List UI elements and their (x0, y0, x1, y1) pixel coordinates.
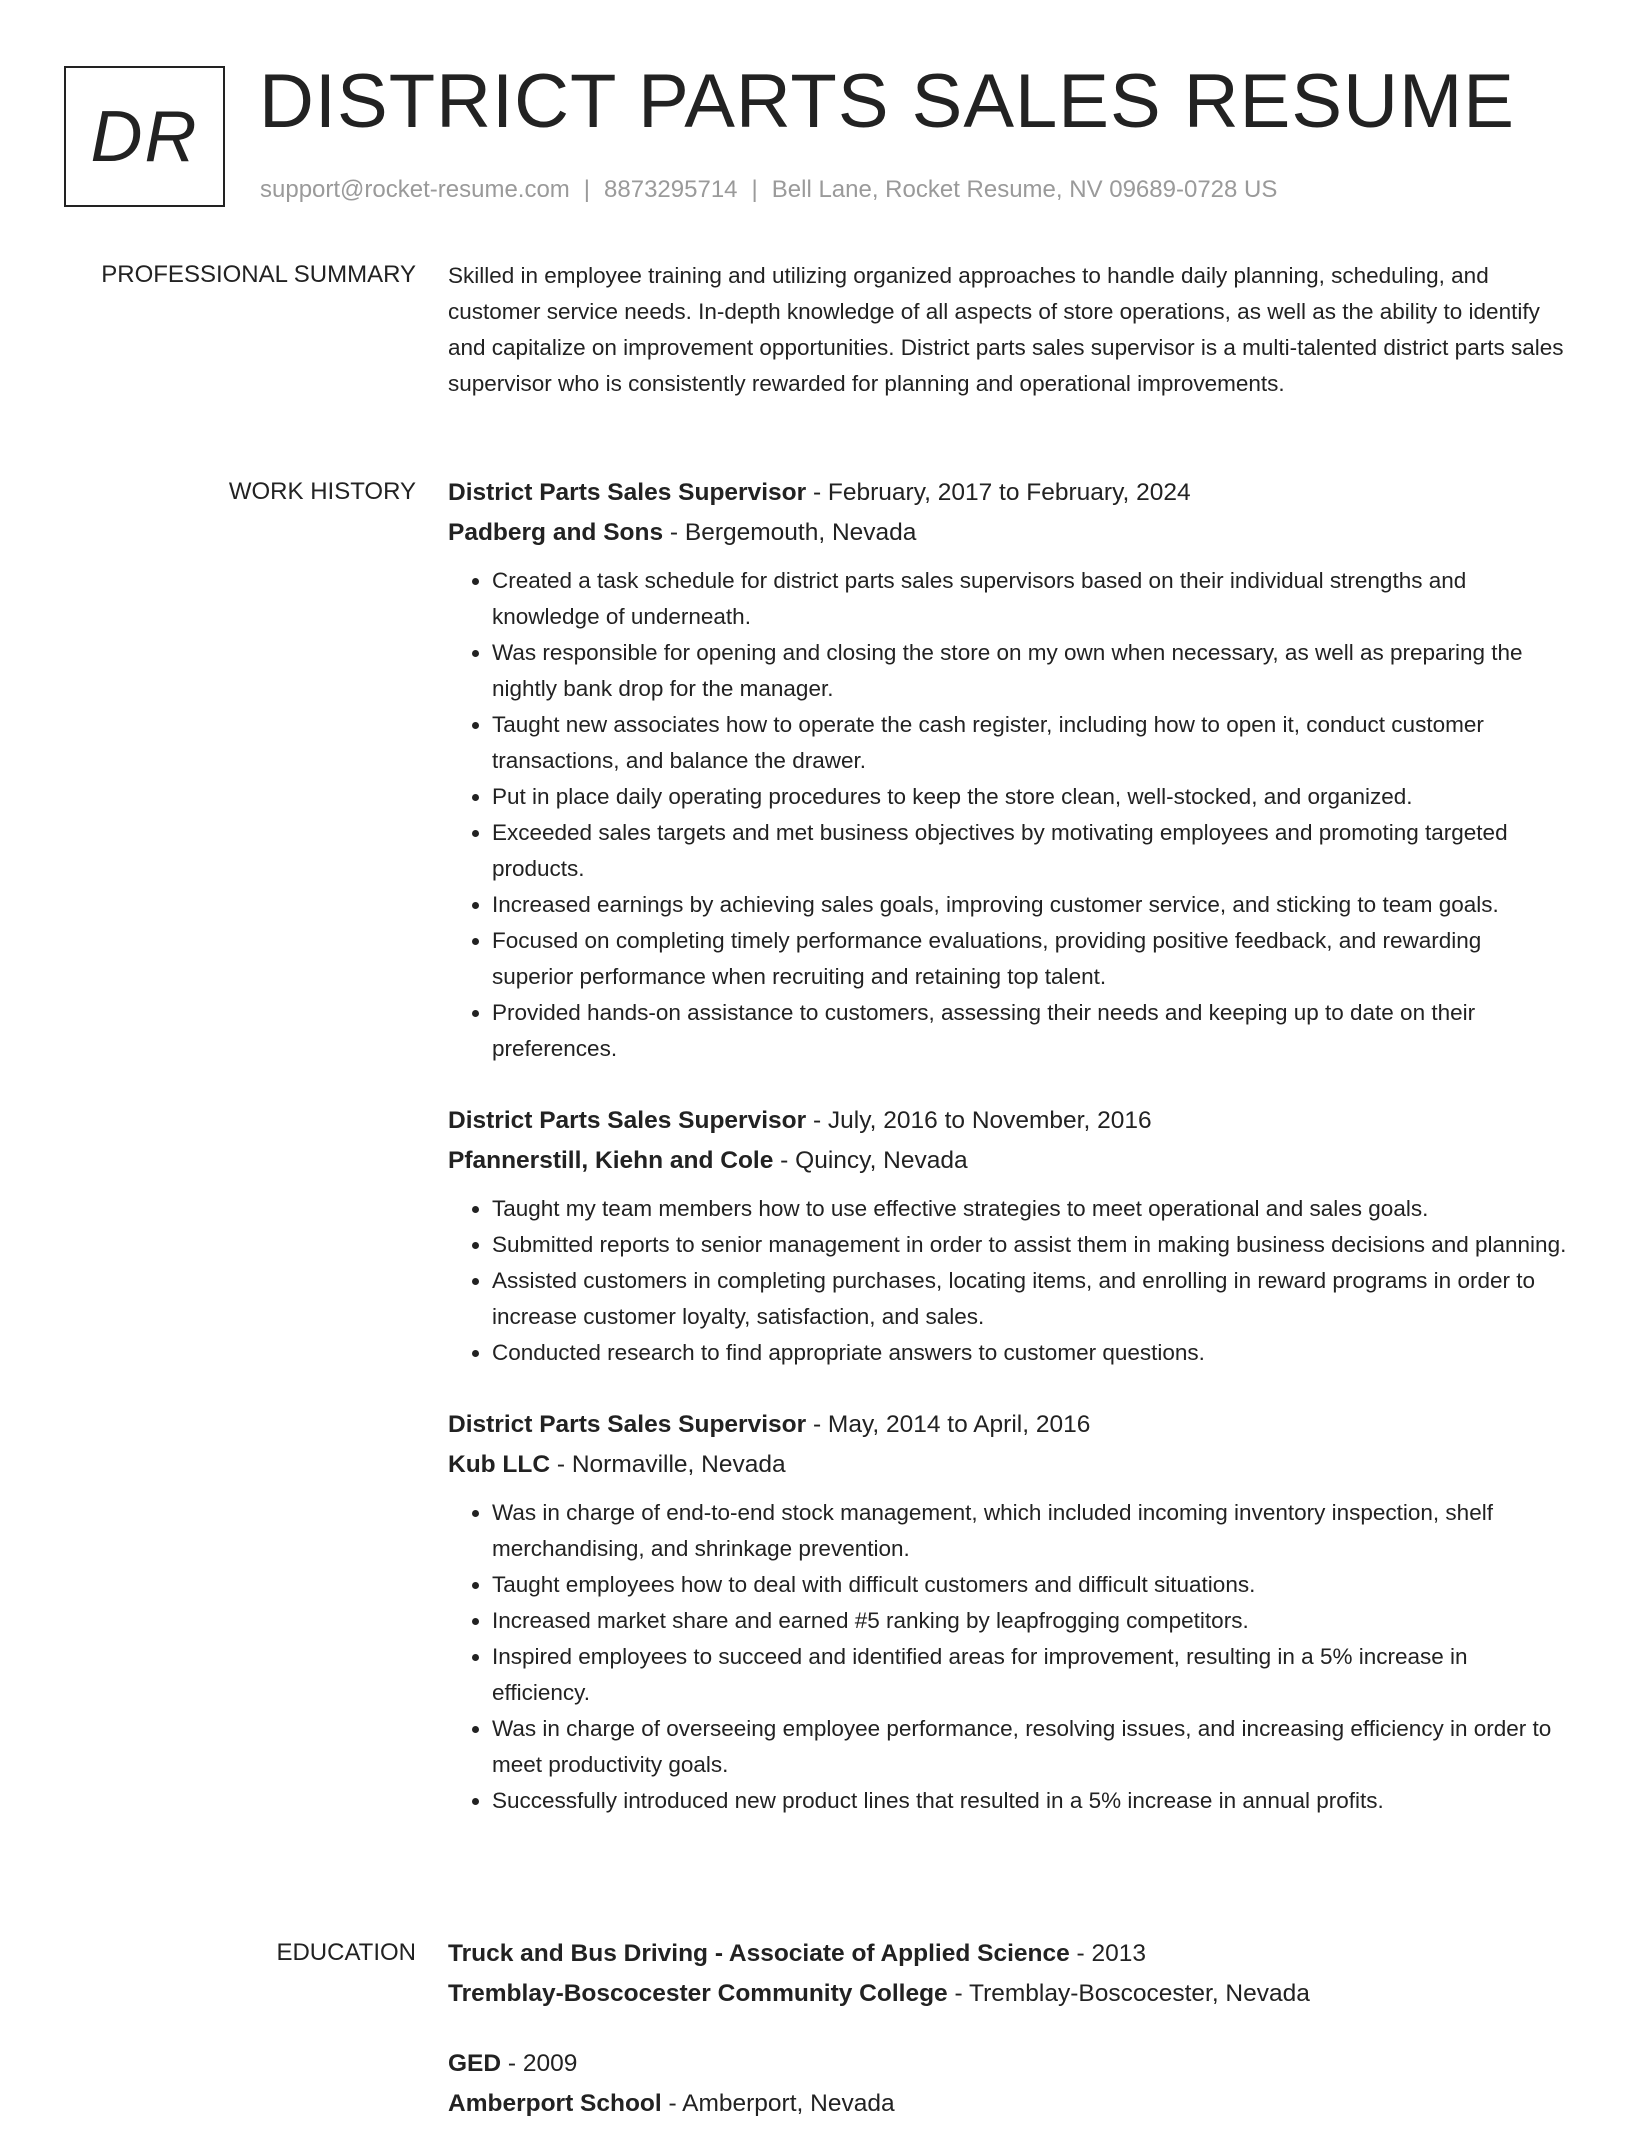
job-title-line (448, 1405, 1568, 1445)
job-title: District Parts Sales Supervisor (448, 1107, 807, 1134)
job-company-line (448, 1445, 1568, 1485)
contact-line (260, 176, 1277, 204)
contact-phone[interactable]: 8873295714 (604, 176, 738, 203)
job-bullet: • Increased market share and earned #5 ranking by leapfrogging competitors. (492, 1603, 1568, 1639)
contact-email[interactable]: support@rocket-resume.com (260, 176, 570, 203)
monogram-logo (64, 66, 225, 207)
education-school-line (448, 1974, 1568, 2014)
job-bullet: • Increased earnings by achieving sales goals, improving customer service, and sticking to team goals. (492, 887, 1568, 923)
education-degree: GED (448, 2050, 502, 2077)
summary-body (448, 258, 1568, 402)
education-year: - 2009 (507, 2050, 578, 2077)
resume-title: DISTRICT PARTS SALES RESUME (259, 59, 1515, 144)
education-entry (448, 1934, 1568, 2014)
job-location: - Bergemouth, Nevada (669, 519, 917, 546)
job-bullet: • Was in charge of overseeing employee performance, resolving issues, and increasing efficiency in order to meet productivity goals. (492, 1711, 1568, 1783)
contact-separator: | (583, 176, 591, 203)
education-location: - Tremblay-Boscocester, Nevada (954, 1980, 1310, 2007)
contact-separator: | (751, 176, 758, 203)
job-bullet: • Assisted customers in completing purchases, locating items, and enrolling in reward programs in order to increase customer loyalty, satisfaction, and sales. (492, 1263, 1568, 1335)
education-body (448, 1934, 1568, 2154)
job-bullet: • Taught my team members how to use effective strategies to meet operational and sales goals. (492, 1191, 1568, 1227)
job-bullet: • Inspired employees to succeed and identified areas for improvement, resulting in a 5% increase in efficiency. (492, 1639, 1568, 1711)
job-bullet: • Taught employees how to deal with difficult customers and difficult situations. (492, 1567, 1568, 1603)
job-dates: - February, 2017 to February, 2024 (812, 479, 1191, 506)
job-bullet: • Was in charge of end-to-end stock management, which included incoming inventory inspection, shelf merchandising, and shrinkage prevention. (492, 1495, 1568, 1567)
section-label-summary: PROFESSIONAL SUMMARY (101, 261, 416, 288)
job-company: Kub LLC (448, 1451, 551, 1478)
job-bullet: • Successfully introduced new product lines that resulted in a 5% increase in annual profits. (492, 1783, 1568, 1819)
education-school-line (448, 2084, 1568, 2124)
job-bullet: • Created a task schedule for district parts sales supervisors based on their individual strengths and knowledge of underneath. (492, 563, 1568, 635)
job-location: - Quincy, Nevada (780, 1147, 968, 1174)
job-bullet: • Taught new associates how to operate the cash register, including how to open it, conduct customer transactions, and balance the drawer. (492, 707, 1568, 779)
job-bullet: • Submitted reports to senior management in order to assist them in making business decisions and planning. (492, 1227, 1568, 1263)
job-title: District Parts Sales Supervisor (448, 479, 807, 506)
education-degree-line (448, 2044, 1568, 2084)
job-bullet: • Was responsible for opening and closing the store on my own when necessary, as well as preparing the nightly bank drop for the manager. (492, 635, 1568, 707)
work-history-body (448, 473, 1568, 1853)
job-entry (448, 1101, 1568, 1371)
job-entry (448, 473, 1568, 1067)
job-dates: - May, 2014 to April, 2016 (812, 1411, 1091, 1438)
job-title-line (448, 1101, 1568, 1141)
job-bullets (448, 563, 1568, 1067)
job-title-line (448, 473, 1568, 513)
job-bullet: • Provided hands-on assistance to customers, assessing their needs and keeping up to date on their preferences. (492, 995, 1568, 1067)
education-school: Amberport School (448, 2090, 662, 2117)
summary-text: Skilled in employee training and utilizing organized approaches to handle daily planning, scheduling, and customer service needs. In-depth knowledge of all aspects of store operations, as well as the ability to identify and capitalize on improvement opportunities. District parts sales supervisor is a multi-talented district parts sales supervisor who is consistently rewarded for planning and operational improvements. (448, 263, 1564, 396)
job-title: District Parts Sales Supervisor (448, 1411, 807, 1438)
job-company: Pfannerstill, Kiehn and Cole (448, 1147, 774, 1174)
education-degree-line (448, 1934, 1568, 1974)
job-company-line (448, 513, 1568, 553)
job-entry (448, 1405, 1568, 1819)
job-bullets (448, 1495, 1568, 1819)
job-bullet: • Conducted research to find appropriate answers to customer questions. (492, 1335, 1568, 1371)
education-degree: Truck and Bus Driving - Associate of Applied Science (448, 1940, 1070, 1967)
section-label-work-history: WORK HISTORY (228, 478, 416, 505)
monogram-text: DR (90, 96, 199, 177)
job-bullet: • Put in place daily operating procedures to keep the store clean, well-stocked, and organized. (492, 779, 1568, 815)
education-year: - 2013 (1076, 1940, 1147, 1967)
job-bullet: • Exceeded sales targets and met business objectives by motivating employees and promoting targeted products. (492, 815, 1568, 887)
contact-address: Bell Lane, Rocket Resume, NV 09689-0728 US (771, 176, 1278, 203)
job-bullets (448, 1191, 1568, 1371)
job-company: Padberg and Sons (448, 519, 664, 546)
job-location: - Normaville, Nevada (556, 1451, 786, 1478)
section-label-education: EDUCATION (276, 1939, 416, 1966)
job-company-line (448, 1141, 1568, 1181)
education-school: Tremblay-Boscocester Community College (448, 1980, 948, 2007)
education-entry (448, 2044, 1568, 2124)
education-location: - Amberport, Nevada (668, 2090, 895, 2117)
job-dates: - July, 2016 to November, 2016 (812, 1107, 1152, 1134)
job-bullet: • Focused on completing timely performance evaluations, providing positive feedback, and rewarding superior performance when recruiting and retaining top talent. (492, 923, 1568, 995)
